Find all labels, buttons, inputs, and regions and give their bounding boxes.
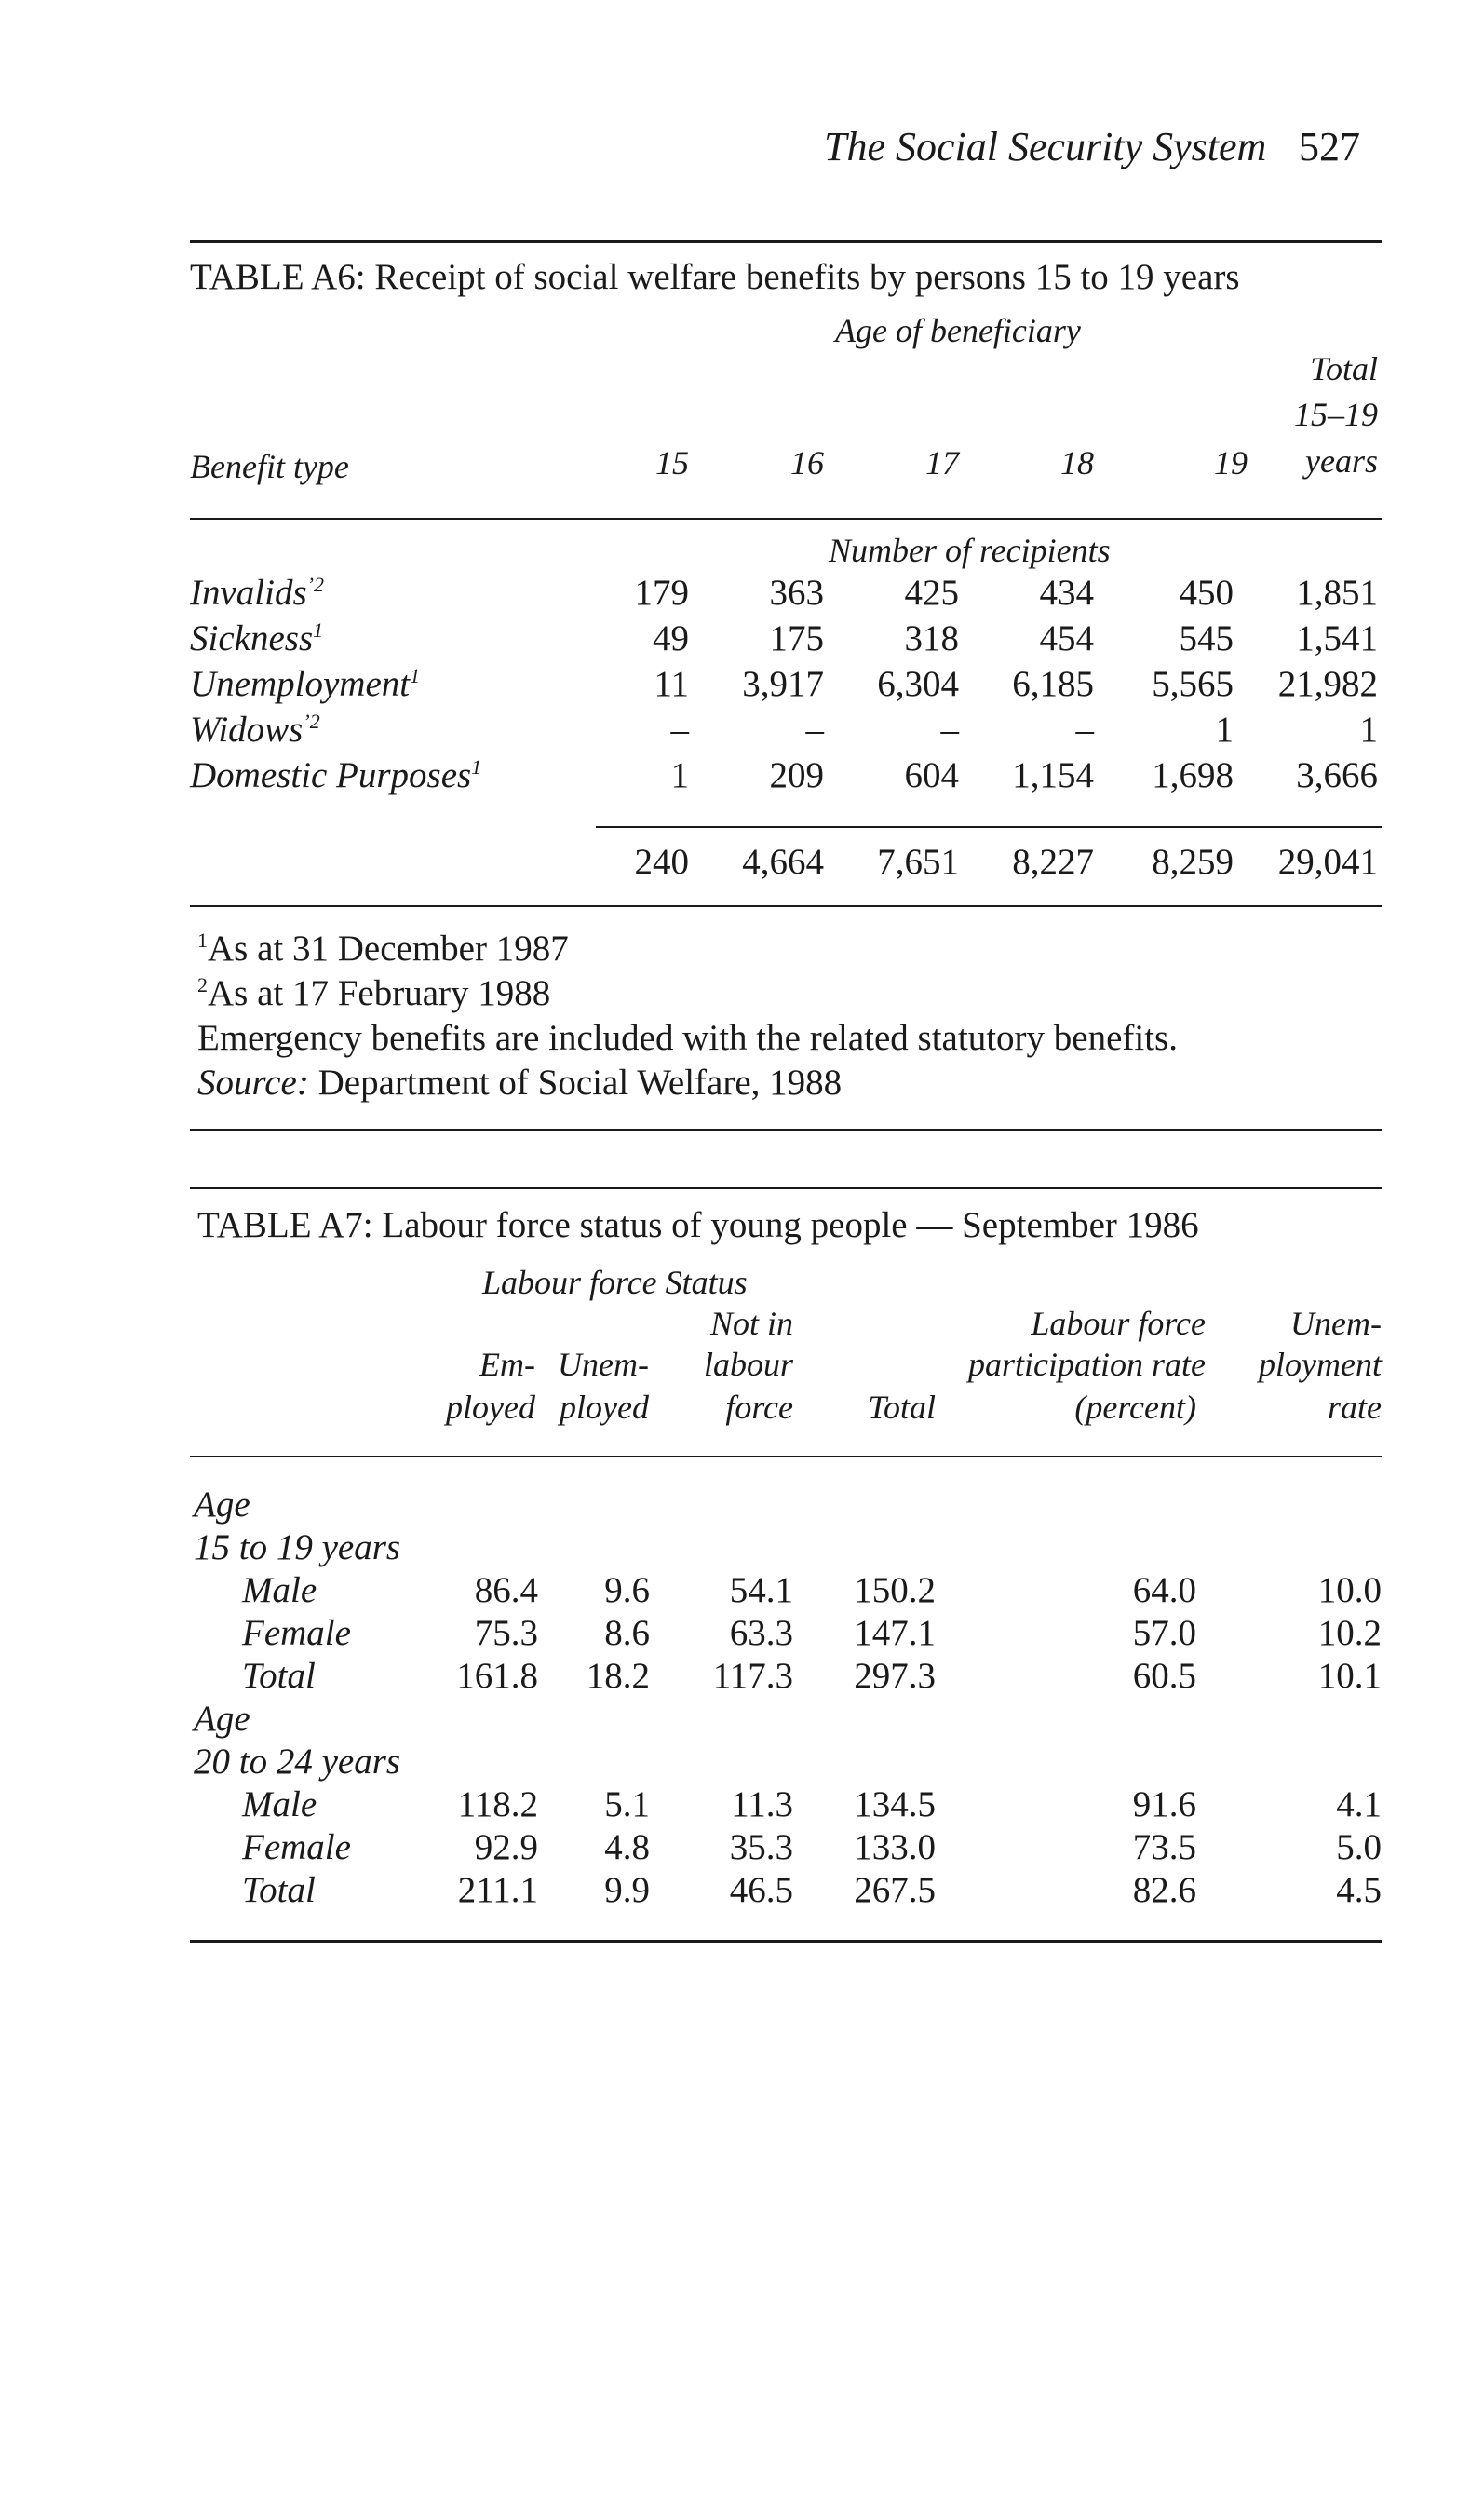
a7-age-label: Age: [194, 1484, 250, 1525]
a7-caption: TABLE A7: Labour force status of young people — September 1986: [197, 1205, 1199, 1245]
a6-row-note-mark: 1: [410, 664, 421, 687]
a6-footnote-1: [197, 928, 569, 969]
a6-row-label-text: Unemployment: [190, 664, 411, 704]
a7-col-total: Total: [868, 1389, 936, 1426]
a7-col-notin-2: labour: [703, 1346, 793, 1383]
a6-row-label: [190, 663, 420, 705]
a6-cell: 11: [654, 664, 689, 704]
a7-cell: 133.0: [854, 1827, 936, 1867]
a7-cell: 4.1: [1336, 1784, 1382, 1824]
a6-note: Emergency benefits are included with the related statutory benefits.: [197, 1018, 1178, 1058]
a6-group-header: Age of beneficiary: [835, 312, 1081, 349]
a6-row-label-text: Widows: [190, 710, 304, 750]
a7-cell: 161.8: [456, 1656, 538, 1696]
a7-cell: 57.0: [1132, 1613, 1196, 1653]
a7-age-range: 20 to 24 years: [194, 1742, 401, 1782]
source-text: Department of Social Welfare, 1988: [308, 1063, 843, 1103]
a6-cell: 3,666: [1296, 755, 1378, 795]
a6-cell: 6,304: [877, 664, 959, 704]
a7-row-label: Total: [242, 1870, 316, 1910]
a7-cell: 11.3: [731, 1784, 793, 1824]
a7-cell: 4.8: [604, 1827, 650, 1867]
a6-top-rule: [190, 240, 1382, 243]
a7-cell: 5.1: [604, 1784, 650, 1824]
a7-cell: 9.9: [604, 1870, 650, 1910]
a6-stub-header: Benefit type: [190, 448, 349, 485]
a6-col-16: 16: [790, 444, 824, 481]
a7-cell: 75.3: [474, 1613, 538, 1653]
a6-col-17: 17: [925, 444, 959, 481]
a6-cell: 450: [1179, 573, 1234, 613]
a6-row-label: [190, 617, 323, 659]
a7-top-rule: [190, 1187, 1382, 1189]
a6-total-header-line3: years: [1305, 442, 1378, 480]
a6-total-cell: 8,259: [1152, 842, 1234, 882]
a6-row-note-mark: 1: [471, 755, 482, 779]
a6-cell: –: [940, 710, 959, 750]
a6-end-rule: [190, 1129, 1382, 1131]
a7-col-notin-3: force: [725, 1389, 793, 1426]
a7-group-header: Labour force Status: [482, 1264, 748, 1301]
a6-row-label: [190, 709, 320, 751]
a7-col-unemployed-2: ployed: [560, 1389, 649, 1426]
a6-header-rule: [190, 518, 1382, 520]
a7-col-unemployed-1: Unem-: [558, 1346, 649, 1383]
a6-cell: 209: [769, 755, 824, 795]
a6-bottom-rule: [190, 905, 1382, 907]
a6-cell: 1: [670, 755, 689, 795]
a6-cell: –: [670, 710, 689, 750]
a6-cell: 363: [769, 573, 824, 613]
footnote-mark: 2: [197, 973, 208, 996]
a7-cell: 10.1: [1317, 1656, 1382, 1696]
a6-cell: 1,698: [1152, 755, 1234, 795]
a6-total-cell: 8,227: [1012, 842, 1094, 882]
a6-total-cell: 29,041: [1277, 842, 1378, 882]
a7-cell: 297.3: [854, 1656, 936, 1696]
a7-cell: 60.5: [1132, 1656, 1196, 1696]
footnote-mark: 1: [197, 929, 208, 952]
a6-cell: 6,185: [1012, 664, 1094, 704]
a6-cell: 175: [769, 618, 824, 658]
a6-cell: –: [1075, 710, 1094, 750]
a6-subheader: Number of recipients: [829, 532, 1111, 569]
a6-row-label-text: Invalids: [190, 573, 307, 613]
a6-cell: 1,851: [1296, 573, 1378, 613]
a7-cell: 147.1: [854, 1613, 936, 1653]
a6-cell: 604: [904, 755, 959, 795]
a7-cell: 73.5: [1132, 1827, 1196, 1867]
a7-cell: 117.3: [712, 1656, 793, 1696]
a6-cell: 454: [1039, 618, 1094, 658]
a7-cell: 46.5: [729, 1870, 793, 1910]
a7-cell: 267.5: [854, 1870, 936, 1910]
a6-cell: 434: [1039, 573, 1094, 613]
footnote-text: As at 31 December 1987: [208, 929, 569, 969]
a7-cell: 10.2: [1317, 1613, 1382, 1653]
a7-cell: 8.6: [604, 1613, 650, 1653]
source-label: Source:: [197, 1063, 309, 1103]
a6-cell: 1,154: [1012, 755, 1094, 795]
a7-cell: 5.0: [1336, 1827, 1382, 1867]
a6-cell: 1,541: [1296, 618, 1378, 658]
a7-age-range: 15 to 19 years: [194, 1527, 401, 1567]
a6-cell: 545: [1179, 618, 1234, 658]
a6-caption: TABLE A6: Receipt of social welfare benefits by persons 15 to 19 years: [190, 257, 1240, 297]
a6-col-18: 18: [1060, 444, 1094, 481]
a7-col-notin-1: Not in: [709, 1305, 793, 1342]
a7-col-participation-1: Labour force: [1031, 1305, 1206, 1342]
a7-cell: 54.1: [729, 1570, 793, 1610]
a7-col-unemp-rate-1: Unem-: [1290, 1305, 1382, 1342]
footnote-text: As at 17 February 1988: [208, 973, 551, 1013]
a6-total-rule: [596, 826, 1382, 828]
a7-col-participation-3: (percent): [1074, 1389, 1196, 1426]
a7-col-unemp-rate-3: rate: [1328, 1389, 1382, 1426]
a6-cell: 1: [1359, 710, 1378, 750]
a7-cell: 63.3: [729, 1613, 793, 1653]
a6-cell: 49: [653, 618, 689, 658]
a6-row-label-text: Domestic Purposes: [190, 755, 472, 795]
a7-cell: 150.2: [854, 1570, 936, 1610]
a7-cell: 10.0: [1317, 1570, 1382, 1610]
a7-col-participation-2: participation rate: [968, 1346, 1206, 1383]
a7-cell: 9.6: [604, 1570, 650, 1610]
a7-cell: 118.2: [457, 1784, 538, 1824]
a6-total-header-line2: 15–19: [1294, 396, 1378, 433]
a6-row-label: [190, 572, 324, 614]
a6-cell: 425: [904, 573, 959, 613]
a6-total-header-line1: Total: [1310, 350, 1378, 387]
a7-cell: 4.5: [1336, 1870, 1382, 1910]
a7-cell: 134.5: [854, 1784, 936, 1824]
a6-col-15: 15: [655, 444, 689, 481]
a6-footnote-2: [197, 972, 550, 1014]
a7-row-label: Female: [242, 1613, 351, 1653]
a6-row-label: [190, 754, 481, 796]
a7-cell: 91.6: [1132, 1784, 1196, 1824]
a7-row-label: Male: [242, 1784, 317, 1824]
running-title: The Social Security System: [824, 124, 1267, 169]
a7-cell: 82.6: [1132, 1870, 1196, 1910]
a7-cell: 92.9: [474, 1827, 538, 1867]
a6-col-19: 19: [1214, 444, 1248, 481]
a6-cell: 5,565: [1152, 664, 1234, 704]
a6-row-note-mark: ’2: [306, 573, 324, 596]
a7-header-rule: [190, 1456, 1382, 1457]
a6-total-cell: 7,651: [877, 842, 959, 882]
a6-row-label-text: Sickness: [190, 618, 314, 658]
a6-cell: 3,917: [742, 664, 824, 704]
a6-total-cell: 240: [634, 842, 689, 882]
a6-source: [197, 1062, 842, 1104]
page-number: 527: [1299, 124, 1360, 169]
a7-cell: 64.0: [1132, 1570, 1196, 1610]
a7-bottom-rule: [190, 1940, 1382, 1943]
a6-row-note-mark: 1: [313, 618, 324, 642]
a6-cell: –: [805, 710, 824, 750]
a7-cell: 211.1: [457, 1870, 538, 1910]
a7-col-employed-2: ployed: [446, 1389, 535, 1426]
a7-age-label: Age: [194, 1699, 250, 1739]
a7-cell: 18.2: [586, 1656, 650, 1696]
a6-cell: 1: [1215, 710, 1234, 750]
a7-row-label: Male: [242, 1570, 317, 1610]
a7-col-employed-1: Em-: [479, 1346, 535, 1383]
a6-cell: 318: [904, 618, 959, 658]
a7-row-label: Total: [242, 1656, 316, 1696]
a7-row-label: Female: [242, 1827, 351, 1867]
a6-cell: 21,982: [1277, 664, 1378, 704]
a7-cell: 35.3: [729, 1827, 793, 1867]
a6-row-note-mark: ’2: [303, 710, 320, 733]
a7-col-unemp-rate-2: ployment: [1259, 1346, 1382, 1383]
a7-cell: 86.4: [474, 1570, 538, 1610]
a6-total-cell: 4,664: [742, 842, 824, 882]
a6-cell: 179: [634, 573, 689, 613]
